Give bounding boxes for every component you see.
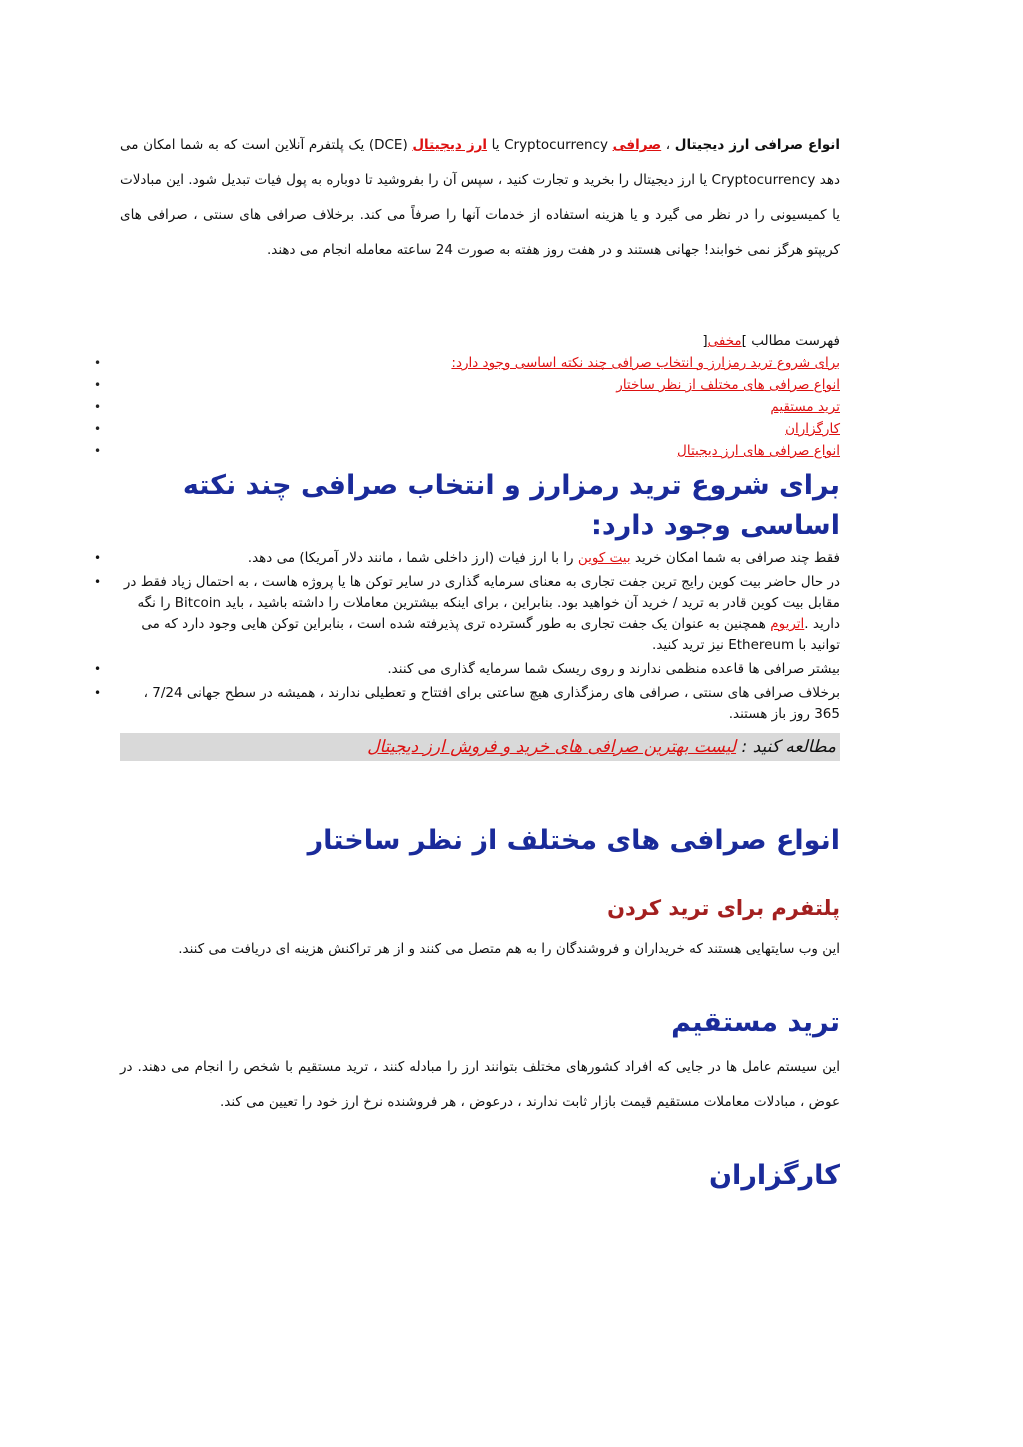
- separator: ،: [661, 137, 675, 153]
- study-callout: [120, 733, 840, 761]
- bullet-text: در حال حاضر بیت کوین رایج ترین جفت تجاری به معنای سرمایه گذاری در سایر توکن ها یا پروژه هاست ، به احتمال زیاد فقط در مقابل بیت کوین قادر به ترید / خرید آن خواهید بود. بنابراین ، برای اینکه بیشترین معاملات را داشته باشید ، باید Bitcoin را نگه دارید .: [123, 574, 840, 632]
- ethereum-link[interactable]: اتریوم: [770, 616, 805, 632]
- bullet-text: برخلاف صرافی های سنتی ، صرافی های رمزگذاری هیچ ساعتی برای افتتاح و تعطیلی ندارند ، همیشه در سطح جهانی 7/24 ، 365 روز باز هستند.: [143, 685, 840, 722]
- study-link[interactable]: لیست بهترین صرافی های خرید و فروش ارز دیجیتال: [367, 737, 737, 757]
- section2-subheading: پلتفرم برای ترید کردن: [607, 896, 840, 920]
- section2-heading: انواع صرافی های مختلف از نظر ساختار: [307, 825, 840, 856]
- intro-text-a: Cryptocurrency یا: [487, 137, 613, 153]
- section1-heading: برای شروع ترید رمزارز و انتخاب صرافی چند نکته اساسی وجود دارد:: [182, 470, 840, 541]
- section3-paragraph: این سیستم عامل ها در جایی که افراد کشورهای مختلف بتوانند ارز را مبادله کنند ، ترید مستقیم با شخص را انجام می دهند. در عوض ، مبادلات معاملات مستقیم قیمت بازار ثابت ندارند ، درعوض ، هر فروشنده نرخ ارز خود را تعیین می کند.: [120, 1059, 840, 1110]
- toc-link-5[interactable]: انواع صرافی های ارز دیجیتال: [677, 443, 840, 459]
- bullet-text: بیشتر صرافی ها قاعده منظمی ندارند و روی ریسک شما سرمایه گذاری می کنند.: [387, 661, 840, 677]
- intro-title: انواع صرافی ارز دیجیتال: [674, 137, 841, 153]
- bitcoin-link[interactable]: بیت کوین: [577, 550, 631, 566]
- exchange-link[interactable]: صرافی: [612, 137, 662, 153]
- section1-bullets: [120, 548, 840, 725]
- toc-item: [120, 440, 840, 462]
- section4-heading: کارگزاران: [709, 1160, 840, 1191]
- bullet-item: [120, 548, 840, 569]
- bullet-text: را با ارز فیات (ارز داخلی شما ، مانند دلار آمریکا) می دهد.: [247, 550, 578, 566]
- study-label: مطالعه کنید :: [741, 737, 836, 757]
- toc-title: فهرست مطالب ]: [741, 333, 840, 349]
- intro-text-b: (DCE) یک پلتفرم آنلاین است که به شما امکان می دهد Cryptocurrency یا ارز دیجیتال را بخرید و تجارت کنید ، سپس آن را بفروشید تا دوباره به پول فیات تبدیل شود. این مبادلات یا کمیسیونی را در نظر می گیرد و یا هزینه استفاده از خدمات آنها را صرفاً می کند. برخلاف صرافی های سنتی ، صرافی های کریپتو هرگز نمی خوابند! جهانی هستند و در هفت روز هفته به صورت 24 ساعته معامله انجام می دهند.: [120, 137, 840, 258]
- toc-item: [120, 374, 840, 396]
- bullet-text: همچنین به عنوان یک جفت تجاری به طور گسترده تری پذیرفته شده است ، بنابراین توکن هایی وجود دارد که می توانید با Ethereum نیز ترید کنید.: [141, 616, 840, 653]
- toc-link-1[interactable]: برای شروع ترید رمزارز و انتخاب صرافی چند نکته اساسی وجود دارد:: [451, 355, 840, 371]
- bullet-text: فقط چند صرافی به شما امکان خرید: [630, 550, 840, 566]
- table-of-contents: [120, 330, 840, 462]
- toc-heading: [120, 330, 840, 352]
- toc-link-4[interactable]: کارگزاران: [785, 421, 840, 437]
- toc-hide-link[interactable]: مخفی: [707, 333, 742, 349]
- intro-paragraph: [120, 128, 840, 268]
- toc-list: [120, 352, 840, 462]
- toc-link-3[interactable]: ترید مستقیم: [770, 399, 840, 415]
- toc-link-2[interactable]: انواع صرافی های مختلف از نظر ساختار: [616, 377, 840, 393]
- toc-item: [120, 418, 840, 440]
- section3-heading: ترید مستقیم: [671, 1007, 840, 1038]
- section2-paragraph: این وب سایتهایی هستند که خریداران و فروشندگان را به هم متصل می کنند و از هر تراکنش هزینه ای دریافت می کنند.: [178, 941, 840, 957]
- bullet-item: [120, 683, 840, 725]
- digital-currency-link[interactable]: ارز دیجیتال: [412, 137, 488, 153]
- document-page: [120, 128, 840, 1191]
- toc-item: [120, 352, 840, 374]
- toc-bracket: [: [702, 333, 708, 349]
- bullet-item: [120, 572, 840, 656]
- bullet-item: [120, 659, 840, 680]
- toc-item: [120, 396, 840, 418]
